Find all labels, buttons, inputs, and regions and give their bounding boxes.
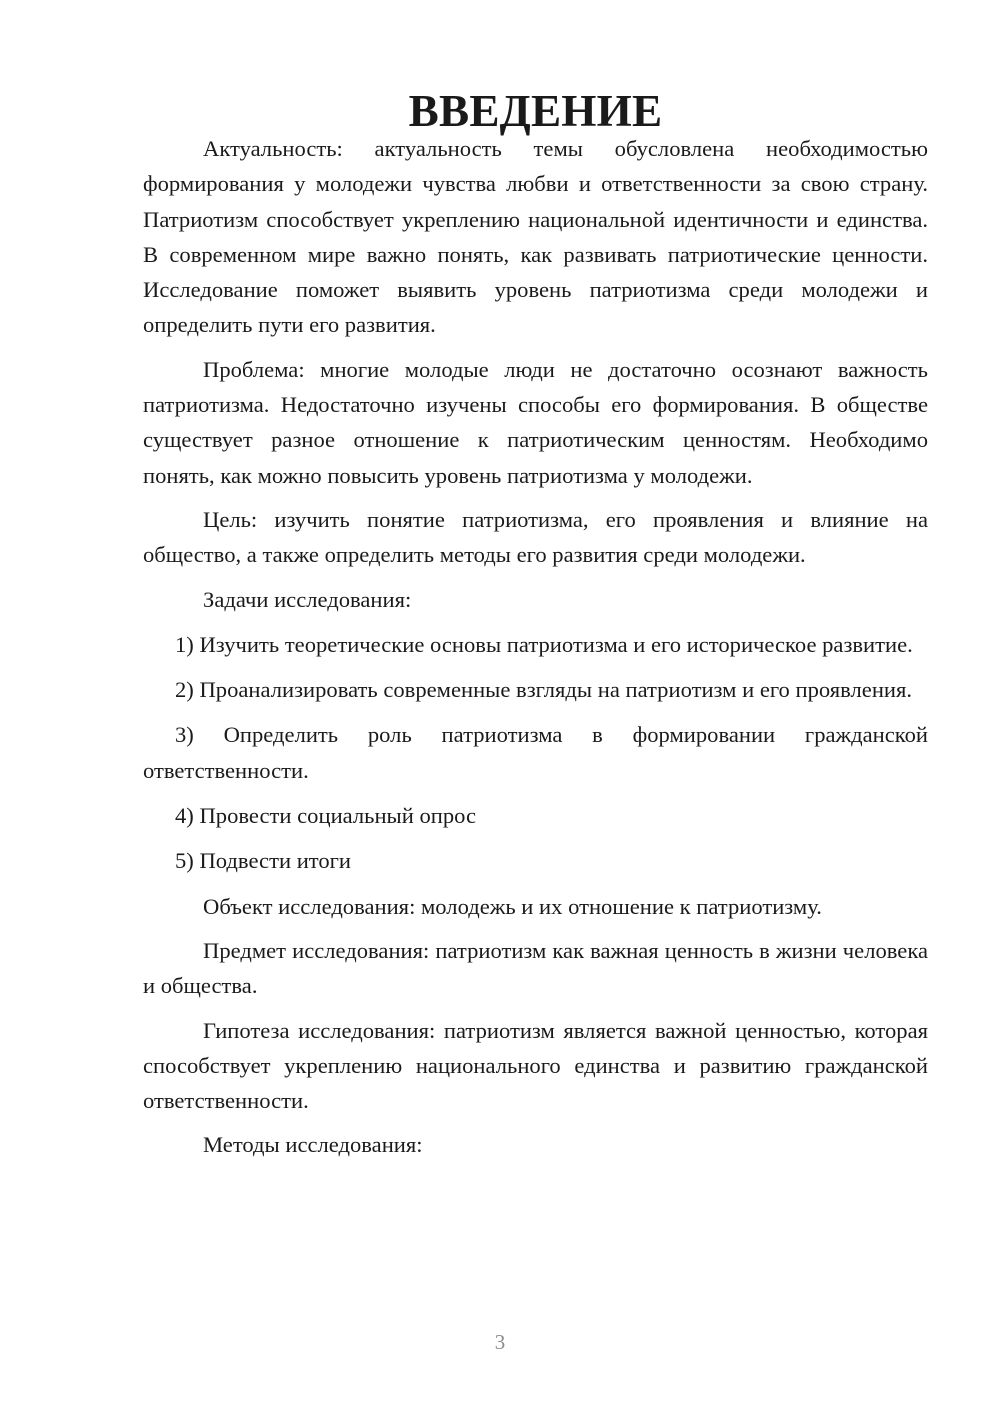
- problem-paragraph: Проблема: многие молодые люди не достаточно осознают важность патриотизма. Недостаточно изучены способы его формирования. В обществе существует разное отношение к патриотическим ценностям. Необходимо понять, как можно повысить уровень патриотизма у молодежи.: [143, 356, 928, 488]
- task-item: 3) Определить роль патриотизма в формировании гражданской ответственности.: [143, 722, 928, 783]
- page-number: 3: [494, 1330, 506, 1354]
- task-item: 4) Провести социальный опрос: [175, 803, 477, 829]
- methods-heading: Методы исследования:: [203, 1132, 423, 1158]
- hypothesis-paragraph: Гипотеза исследования: патриотизм является важной ценностью, которая способствует укреплению национального единства и развитию гражданской ответственности.: [143, 1017, 928, 1114]
- page-content: [143, 86, 928, 1173]
- section-title: ВВЕДЕНИЕ: [408, 86, 663, 136]
- subject-paragraph: Предмет исследования: патриотизм как важная ценность в жизни человека и общества.: [143, 937, 928, 999]
- object-paragraph: Объект исследования: молодежь и их отношение к патриотизму.: [203, 893, 822, 919]
- relevance-paragraph: Актуальность: актуальность темы обусловлена необходимостью формирования у молодежи чувства любви и ответственности за свою страну. Патриотизм способствует укреплению национальной идентичности и единства. В современном мире важно понять, как развивать патриотические ценности. Исследование поможет выявить уровень патриотизма среди молодежи и определить пути его развития.: [143, 136, 928, 338]
- task-item: 5) Подвести итоги: [175, 848, 352, 874]
- task-item: 2) Проанализировать современные взгляды на патриотизм и его проявления.: [175, 677, 913, 703]
- tasks-list: [143, 627, 928, 879]
- task-item: 1) Изучить теоретические основы патриотизма и его историческое развитие.: [175, 631, 913, 657]
- goal-paragraph: Цель: изучить понятие патриотизма, его проявления и влияние на общество, а также определить методы его развития среди молодежи.: [143, 506, 928, 568]
- tasks-heading: Задачи исследования:: [203, 586, 412, 612]
